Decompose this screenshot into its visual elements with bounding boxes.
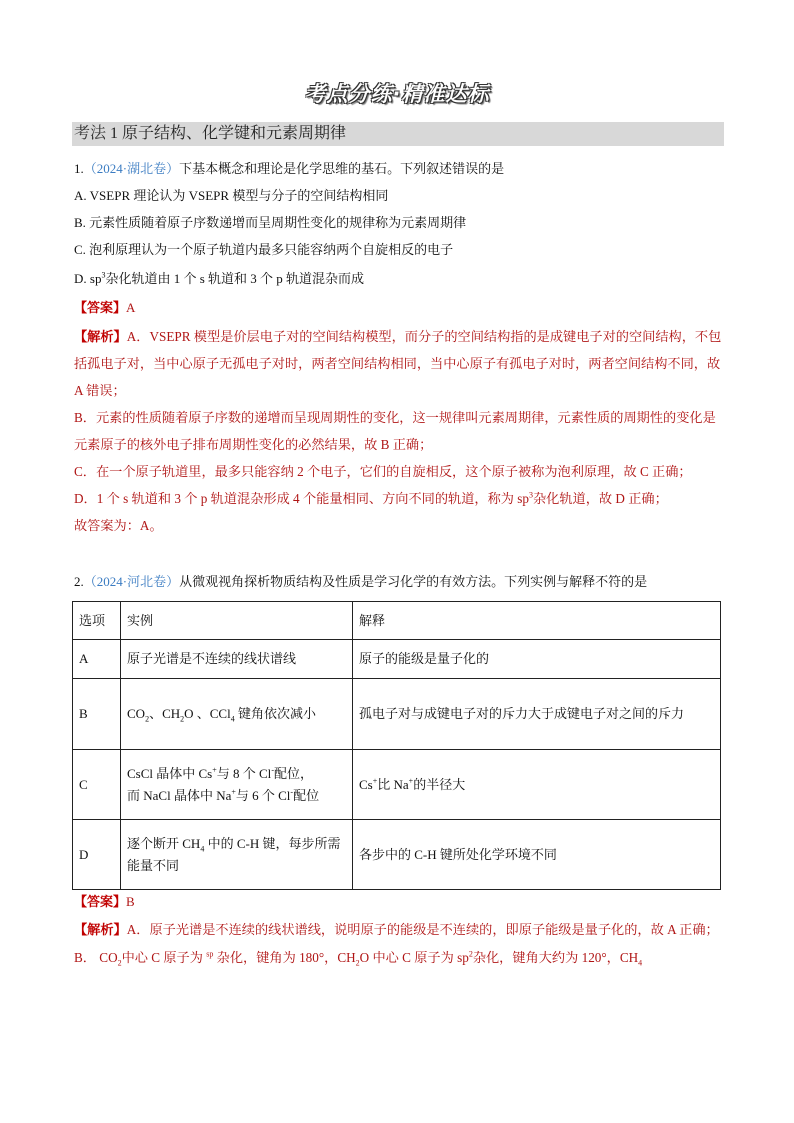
table-cell-option: D (73, 820, 121, 890)
q2-number: 2. (74, 574, 84, 589)
charge-sup: + (372, 776, 378, 786)
q2-analysis-label: 【解析】 (74, 922, 127, 937)
q1-analysis-a (74, 323, 724, 404)
q1-option-c: C. 泡利原理认为一个原子轨道内最多只能容纳两个自旋相反的电子 (74, 242, 454, 257)
text-part: Cs (359, 776, 373, 792)
section-prefix: 考法 (74, 125, 107, 142)
table-cell-explanation: 各步中的 C-H 键所处化学环境不同 (353, 820, 721, 890)
q1-analysis-d-suffix: 杂化轨道，故 D 正确； (532, 491, 668, 506)
q1-analysis-d-sup: 3 (528, 490, 533, 500)
charge-sup: + (231, 787, 236, 797)
q1-analysis-label: 【解析】 (74, 329, 127, 344)
table-cell-option: A (73, 640, 121, 679)
formula-part: CO (127, 706, 146, 721)
q1-source: （2024·湖北卷） (83, 161, 180, 176)
table-cell-option: B (73, 679, 121, 750)
q1-analysis-d (74, 485, 724, 512)
q1-number: 1. (74, 161, 84, 176)
q1-option-d-suffix: 杂化轨道由 1 个 s 轨道和 3 个 p 轨道混杂而成 (105, 271, 365, 286)
charge-sup: - (271, 765, 274, 775)
q2-table (72, 601, 721, 890)
q1-answer-label: 【答案】 (74, 300, 127, 315)
q1-option-b: B. 元素性质随着原子序数递增而呈周期性变化的规律称为元素周期律 (74, 215, 467, 230)
text-part: 杂化，键角为 180°，CH (213, 950, 356, 965)
formula-sub: 4 (200, 844, 205, 854)
text-part: 而 NaCl 晶体中 Na (127, 787, 232, 803)
table-header-example: 实例 (121, 602, 353, 640)
formula-part: 、CH (149, 706, 181, 721)
q1-analysis-d-prefix: D．1 个 s 轨道和 3 个 p 轨道混杂形成 4 个能量相同、方向不同的轨道，称为 sp (74, 491, 529, 506)
text-part: 配位 (293, 787, 320, 803)
section-heading (72, 122, 724, 146)
section-number: 1 (110, 125, 119, 142)
text-part: 的半径大 (413, 776, 466, 792)
formula-sub: 4 (230, 714, 235, 724)
q1-conclusion: 故答案为：A。 (74, 518, 163, 533)
example-line (127, 763, 346, 785)
formula-sub: 2 (355, 958, 360, 968)
q2-analysis-a-text: A．原子光谱是不连续的线状谱线，说明原子的能级是不连续的，即原子能级是量子化的，故 A 正确； (126, 922, 719, 937)
table-cell-explanation (353, 750, 721, 820)
table-cell-example (121, 679, 353, 750)
table-row (73, 750, 721, 820)
q2-answer (74, 893, 135, 911)
charge-sup: - (290, 787, 294, 797)
formula-part: 中的 C-H 键，每步所需能量不同 (127, 835, 341, 873)
section-title: 原子结构、化学键和元素周期律 (122, 125, 347, 142)
text-part: 与 8 个 Cl (216, 765, 272, 781)
formula-sub: 2 (180, 714, 185, 724)
formula-part: O 、CCl (184, 706, 231, 721)
q1-analysis (74, 323, 724, 539)
formula-sub: 2 (145, 714, 150, 724)
table-cell-explanation: 孤电子对与成键电子对的斥力大于成键电子对之间的斥力 (353, 679, 721, 750)
q1-option-d-prefix: D. sp (74, 271, 102, 286)
q2-stem-line (74, 573, 647, 591)
q1-stem: 下基本概念和理论是化学思维的基石。下列叙述错误的是 (179, 161, 505, 176)
table-header-explanation: 解释 (353, 602, 721, 640)
q1-option-a: A. VSEPR 理论认为 VSEPR 模型与分子的空间结构相同 (74, 188, 389, 203)
text-part: B． CO (74, 950, 118, 965)
formula-sub: 4 (638, 958, 643, 968)
table-cell-option: C (73, 750, 121, 820)
text-part: 杂化，键角大约为 120°，CH (472, 950, 639, 965)
text-part: 中心 C 原子为 (121, 950, 207, 965)
table-row (73, 679, 721, 750)
q2-stem: 从微观视角探析物质结构及性质是学习化学的有效方法。下列实例与解释不符的是 (179, 574, 648, 589)
page-title: 考点分练·精准达标 (304, 82, 490, 106)
q2-analysis-a (74, 916, 724, 943)
q1-option-d-sup: 3 (101, 270, 106, 280)
formula-part: 键角依次减小 (234, 706, 316, 721)
q1-answer-value: A (126, 300, 136, 315)
q1-analysis-b: B．元素的性质随着原子序数的递增而呈现周期性的变化，这一规律叫元素周期律，元素性质的周期性的变化是元素原子的核外电子排布周期性变化的必然结果，故 B 正确； (74, 410, 716, 452)
formula-sub: 2 (117, 958, 122, 968)
q1-option-d (74, 270, 364, 288)
table-cell-example: 原子光谱是不连续的线状谱线 (121, 640, 353, 679)
table-row (73, 820, 721, 890)
formula-sup: sp (206, 949, 214, 959)
q2-analysis (74, 916, 724, 971)
text-part: 与 6 个 Cl (235, 787, 291, 803)
q2-analysis-b (74, 944, 724, 971)
table-cell-explanation: 原子的能级是量子化的 (353, 640, 721, 679)
q1-answer (74, 299, 135, 317)
table-header-option: 选项 (73, 602, 121, 640)
example-line (127, 785, 346, 807)
charge-sup: + (408, 776, 414, 786)
table-header-row (73, 602, 721, 640)
text-part: 配位， (273, 765, 313, 781)
text-part: O 中心 C 原子为 sp (359, 950, 469, 965)
table-row (73, 640, 721, 679)
formula-sup: 2 (468, 949, 473, 959)
q2-answer-label: 【答案】 (74, 894, 127, 909)
table-cell-example (121, 820, 353, 890)
text-part: CsCl 晶体中 Cs (127, 765, 213, 781)
q2-answer-value: B (126, 894, 135, 909)
q1-stem-line (74, 160, 504, 178)
formula-part: 逐个断开 CH (127, 835, 201, 851)
text-part: 比 Na (377, 776, 409, 792)
q1-analysis-c: C．在一个原子轨道里，最多只能容纳 2 个电子，它们的自旋相反，这个原子被称为泡利原理，故 C 正确； (74, 464, 692, 479)
q1-analysis-a-text: A．VSEPR 模型是价层电子对的空间结构模型，而分子的空间结构指的是成键电子对的空间结构，不包括孤电子对，当中心原子无孤电子对时，两者空间结构相同，当中心原子有孤电子对时，两者空间结构不同，故 A 错误； (74, 329, 722, 398)
q2-source: （2024·河北卷） (83, 574, 180, 589)
charge-sup: + (212, 765, 217, 775)
table-cell-example (121, 750, 353, 820)
